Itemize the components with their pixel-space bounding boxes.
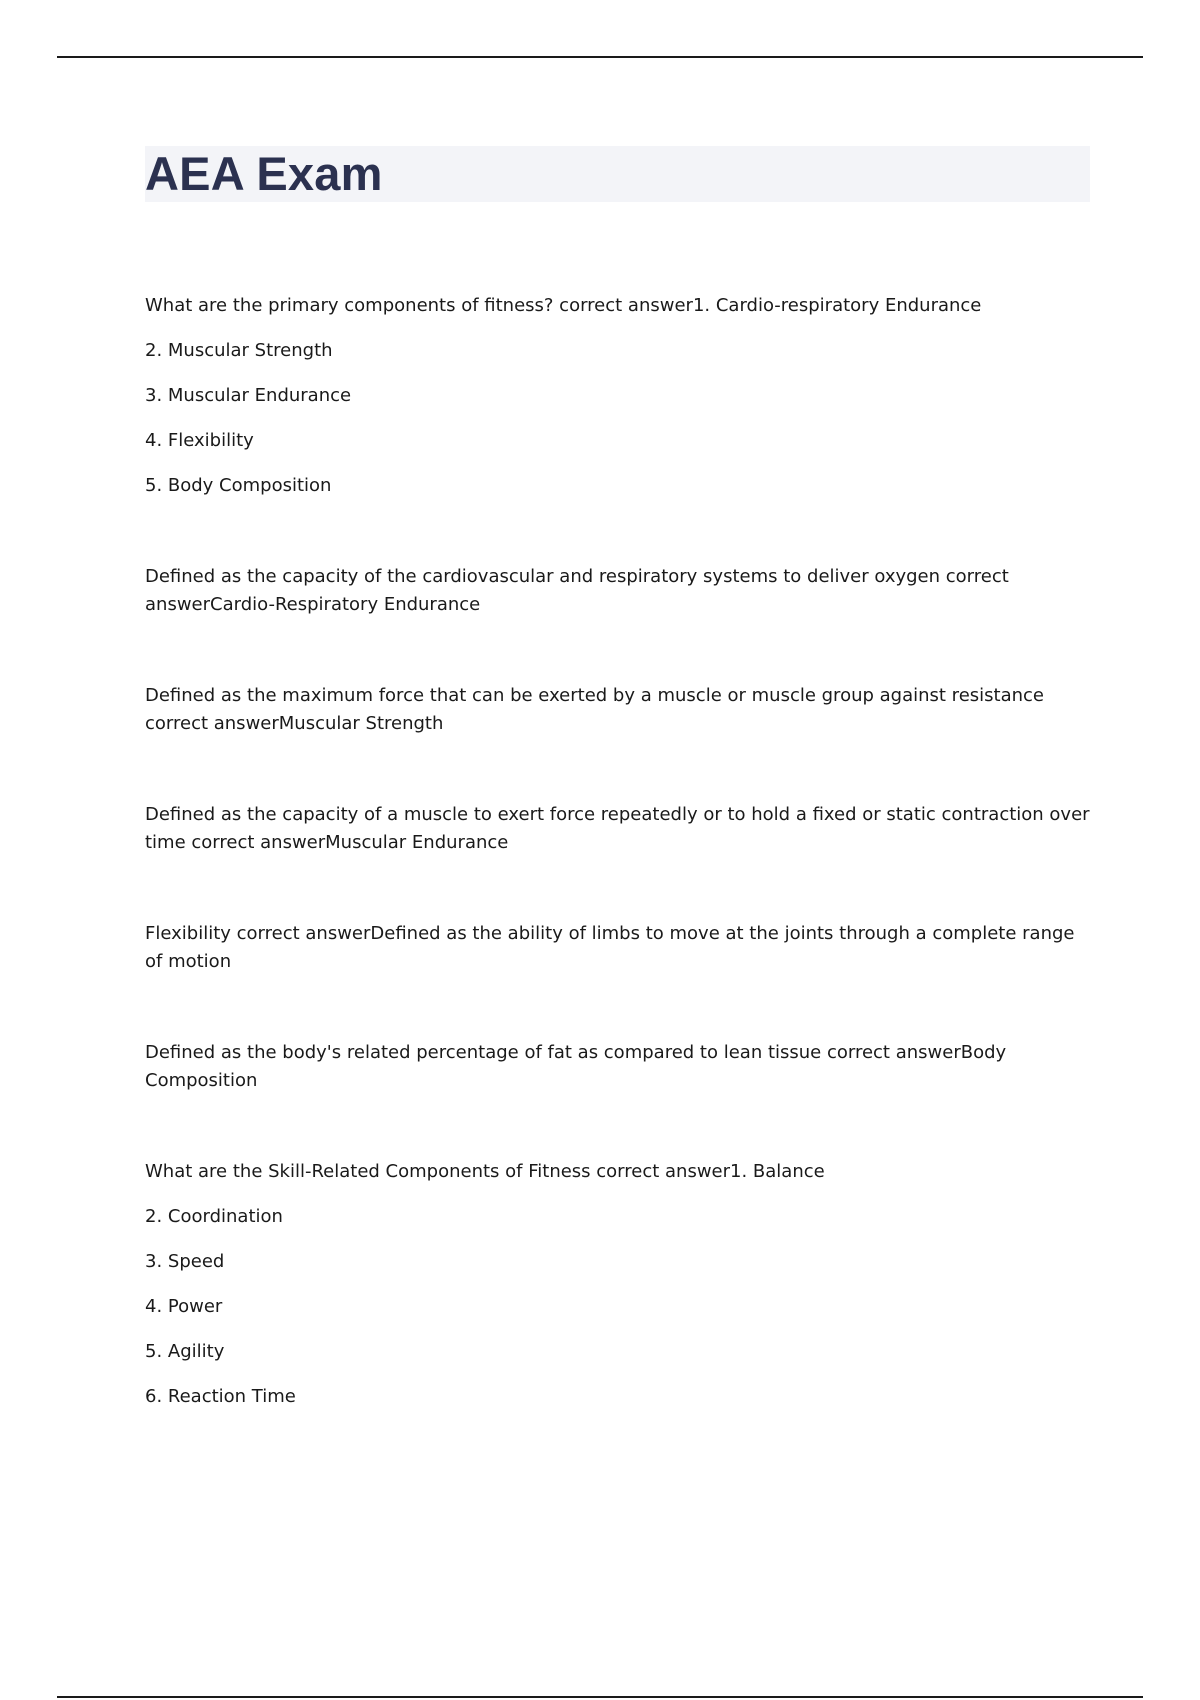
list-item: 5. Body Composition: [145, 475, 332, 496]
page-title: AEA Exam: [145, 147, 383, 200]
list-item: 3. Speed: [145, 1251, 225, 1272]
question-muscular-endurance: Defined as the capacity of a muscle to exert force repeatedly or to hold a fixed or static contraction over time correct answerMuscular Endurance: [145, 804, 1090, 853]
list-item: 3. Muscular Endurance: [145, 385, 352, 406]
list-item: 4. Power: [145, 1296, 223, 1317]
question-skill-related-components: [145, 1158, 1090, 1411]
list-item: 2. Muscular Strength: [145, 340, 333, 361]
question-primary-components: [145, 292, 1090, 500]
question-line: What are the Skill-Related Components of Fitness correct answer1. Balance: [145, 1161, 825, 1182]
question-line: What are the primary components of fitness? correct answer1. Cardio-respiratory Endurance: [145, 295, 982, 316]
list-item: 6. Reaction Time: [145, 1386, 296, 1407]
list-item: 5. Agility: [145, 1341, 225, 1362]
question-flexibility: Flexibility correct answerDefined as the ability of limbs to move at the joints through a complete range of motion: [145, 923, 1075, 972]
top-rule: [57, 56, 1143, 58]
question-cardio-respiratory: Defined as the capacity of the cardiovascular and respiratory systems to deliver oxygen correct answerCardio-Respiratory Endurance: [145, 566, 1009, 615]
document-body: [145, 292, 1090, 1411]
question-body-composition: Defined as the body's related percentage of fat as compared to lean tissue correct answerBody Composition: [145, 1042, 1007, 1091]
list-item: 4. Flexibility: [145, 430, 254, 451]
question-muscular-strength: Defined as the maximum force that can be exerted by a muscle or muscle group against resistance correct answerMuscular Strength: [145, 685, 1044, 734]
bottom-rule: [57, 1696, 1143, 1698]
list-item: 2. Coordination: [145, 1206, 283, 1227]
